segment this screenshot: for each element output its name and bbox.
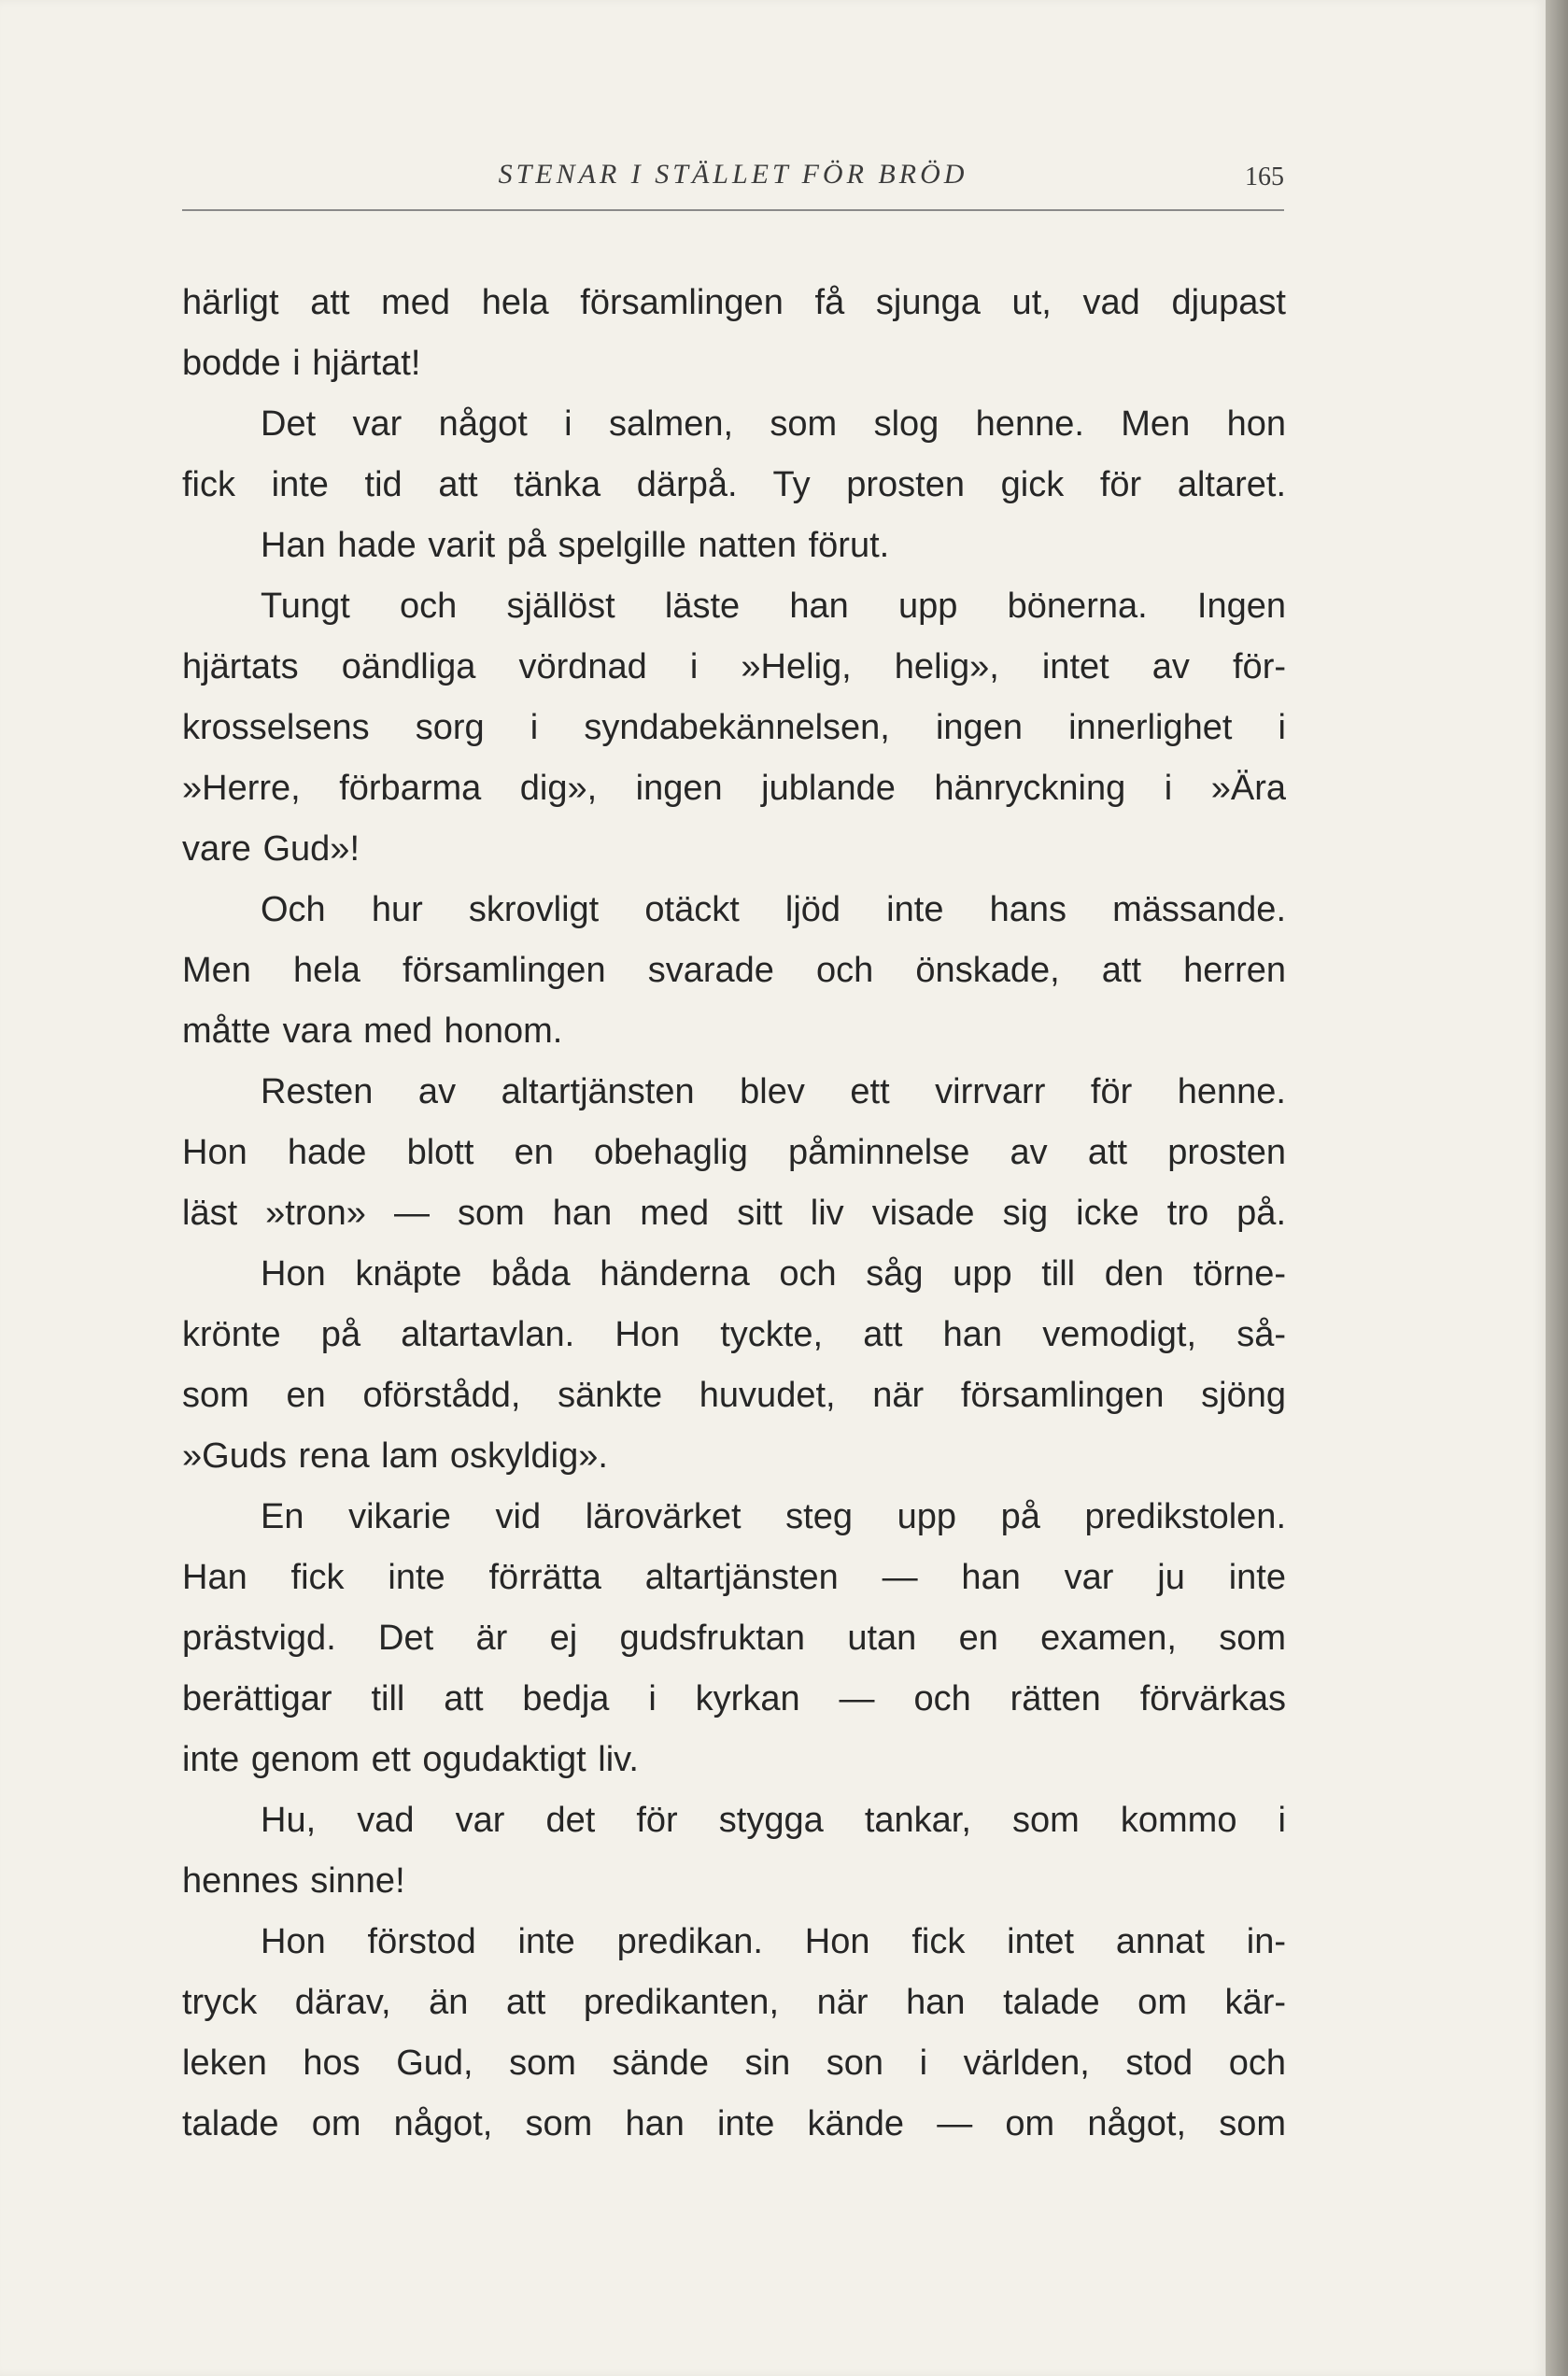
text-line: leken hos Gud, som sände sin son i världen, stod och xyxy=(182,2044,1286,2083)
text-line: Han hade varit på spelgille natten förut. xyxy=(261,526,890,565)
header-rule xyxy=(182,209,1284,211)
text-line: Tungt och själlöst läste han upp bönerna. Ingen xyxy=(261,587,1286,626)
text-line: hjärtats oändliga vördnad i »Helig, helig», intet av för- xyxy=(182,647,1286,686)
text-line: härligt att med hela församlingen få sjunga ut, vad djupast xyxy=(182,283,1286,322)
text-line: vare Gud»! xyxy=(182,829,360,869)
text-line: Hu, vad var det för stygga tankar, som kommo i xyxy=(261,1801,1286,1840)
text-line: Hon hade blott en obehaglig påminnelse av att prosten xyxy=(182,1133,1286,1172)
text-line: hennes sinne! xyxy=(182,1861,405,1901)
body-text xyxy=(182,273,1286,2155)
text-line: inte genom ett ogudaktigt liv. xyxy=(182,1740,639,1779)
text-line: som en oförstådd, sänkte huvudet, när församlingen sjöng xyxy=(182,1376,1286,1415)
text-line: bodde i hjärtat! xyxy=(182,344,421,383)
text-line: talade om något, som han inte kände — om något, som xyxy=(182,2104,1286,2143)
text-line: tryck därav, än att predikanten, när han talade om kär- xyxy=(182,1983,1286,2022)
text-line: »Guds rena lam oskyldig». xyxy=(182,1436,608,1476)
text-line: Hon förstod inte predikan. Hon fick intet annat in- xyxy=(261,1922,1286,1961)
text-line: »Herre, förbarma dig», ingen jublande hänryckning i »Ära xyxy=(182,769,1286,808)
text-line: läst »tron» — som han med sitt liv visade sig icke tro på. xyxy=(182,1194,1286,1233)
page-edge xyxy=(1546,0,1568,2376)
page-header xyxy=(182,159,1284,224)
text-line: Resten av altartjänsten blev ett virrvarr för henne. xyxy=(261,1072,1286,1111)
text-line: måtte vara med honom. xyxy=(182,1011,563,1051)
text-line: fick inte tid att tänka därpå. Ty prosten gick för altaret. xyxy=(182,465,1286,504)
text-line: Hon knäpte båda händerna och såg upp till den törne- xyxy=(261,1254,1286,1294)
text-line: Men hela församlingen svarade och önskade, att herren xyxy=(182,951,1286,990)
page-number: 165 xyxy=(1245,163,1284,191)
text-line: Han fick inte förrätta altartjänsten — han var ju inte xyxy=(182,1558,1286,1597)
text-line: krosselsens sorg i syndabekännelsen, ingen innerlighet i xyxy=(182,708,1286,747)
running-title: STENAR I STÄLLET FÖR BRÖD xyxy=(498,159,968,190)
text-line: prästvigd. Det är ej gudsfruktan utan en examen, som xyxy=(182,1619,1286,1658)
text-line: Det var något i salmen, som slog henne. Men hon xyxy=(261,404,1286,444)
text-line: Och hur skrovligt otäckt ljöd inte hans mässande. xyxy=(261,890,1286,929)
text-line: krönte på altartavlan. Hon tyckte, att han vemodigt, så- xyxy=(182,1315,1286,1354)
text-line: berättigar till att bedja i kyrkan — och rätten förvärkas xyxy=(182,1679,1286,1718)
text-line: En vikarie vid lärovärket steg upp på predikstolen. xyxy=(261,1497,1286,1536)
